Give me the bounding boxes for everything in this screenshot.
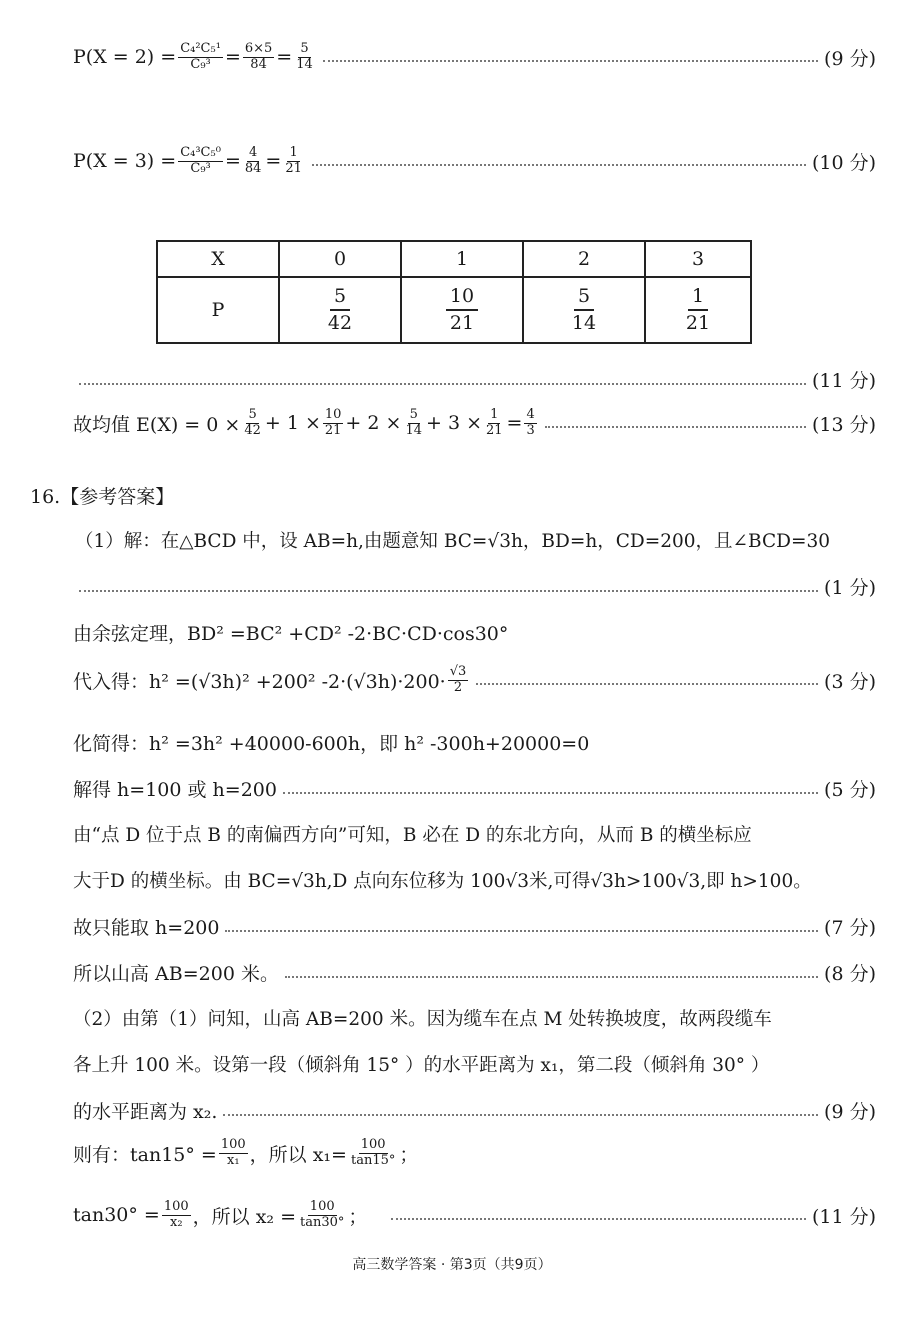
q16-text: 大于D 的横坐标。由 BC=√3h,D 点向东位移为 100√3米,可得√3h>100√3,即 h>100。 xyxy=(73,871,812,892)
q16-line-7 xyxy=(73,867,876,893)
q16-text: 由余弦定理，BD² =BC² +CD² -2·BC·CD·cos30° xyxy=(73,623,509,645)
mean-op: = xyxy=(506,412,523,435)
table-cell: 2 xyxy=(523,241,645,277)
q16-heading xyxy=(30,482,876,509)
prob-x2-frac-3: $\frac{5}{14}$ xyxy=(296,41,313,72)
score-label: (11 分) xyxy=(811,1205,876,1228)
table-cell: 0 xyxy=(279,241,401,277)
leader-dots xyxy=(323,60,818,62)
q16-line-5 xyxy=(73,775,876,802)
score-label: (13 分) xyxy=(811,413,876,436)
q16-line-1 xyxy=(75,527,876,553)
prob-x3-frac-1: $\frac{\text{C₄³C₅⁰}}{\text{C₉³}}$ xyxy=(180,145,221,176)
q16-line-6 xyxy=(73,821,876,847)
table-cell: 1 xyxy=(401,241,523,277)
q16-line-3 xyxy=(73,665,876,696)
score-label: (8 分) xyxy=(824,963,876,985)
table-cell: 3 xyxy=(645,241,751,277)
q16-text: ，所以 x₂ = xyxy=(192,1205,297,1228)
leader-dots xyxy=(283,792,818,794)
leader-dots xyxy=(476,683,818,685)
score-label: (3 分) xyxy=(824,670,876,693)
table-cell: X xyxy=(157,241,279,277)
q16-text: 所以山高 AB=200 米。 xyxy=(73,963,279,985)
mean-frac: $\frac{5}{42}$ xyxy=(244,407,261,438)
q16-text: 化简得：h² =3h² +40000-600h，即 h² -300h+20000=0 xyxy=(73,733,590,755)
q16-text: tan30° = xyxy=(73,1204,160,1227)
score-label: (5 分) xyxy=(824,779,876,801)
score-label: (11 分) xyxy=(811,370,876,392)
q16-text: （1）解：在△BCD 中，设 AB=h,由题意知 BC=√3h，BD=h，CD=200，且∠BCD=30 xyxy=(75,531,830,552)
score-label: (7 分) xyxy=(824,917,876,939)
q16-line-14 xyxy=(73,1200,876,1231)
prob-x2-frac-2: $\frac{6\times 5}{84}$ xyxy=(244,41,273,72)
leader-dots xyxy=(225,930,818,932)
prob-x2-frac-1: $\frac{\text{C₄²C₅¹}}{\text{C₉³}}$ xyxy=(180,41,221,72)
q16-text: （2）由第（1）问知，山高 AB=200 米。因为缆车在点 M 处转换坡度，故两段缆车 xyxy=(73,1009,772,1030)
q16-text: ； xyxy=(348,1205,368,1228)
q16-text: ，所以 x₁= xyxy=(249,1143,347,1166)
q16-frac: $\frac{100}{\text{x₁}}$ xyxy=(220,1137,246,1168)
prob-x3-frac-3: $\frac{1}{21}$ xyxy=(285,145,302,176)
leader-dots xyxy=(312,164,806,166)
leader-dots xyxy=(223,1114,818,1116)
q16-text: 各上升 100 米。设第一段（倾斜角 15° ）的水平距离为 x₁，第二段（倾斜角 30° ） xyxy=(73,1055,770,1076)
q16-line-9 xyxy=(73,959,876,986)
table-cell: $\frac{1}{21}$ xyxy=(645,277,751,343)
prob-x2-lhs: P(X = 2) = xyxy=(73,46,177,69)
table-cell: $\frac{5}{14}$ xyxy=(523,277,645,343)
score-label: (1 分) xyxy=(824,577,876,599)
table-row xyxy=(157,277,751,343)
q16-text: 代入得：h² =(√3h)² +200² -2·(√3h)·200· xyxy=(73,670,446,693)
score-label: (9 分) xyxy=(824,1101,876,1123)
mean-frac: $\frac{1}{21}$ xyxy=(486,407,503,438)
leader-dots xyxy=(285,976,818,978)
leader-dots xyxy=(391,1218,806,1220)
score-label: (9 分) xyxy=(824,47,876,70)
prob-x2-line: P(X = 2) = $\frac{\text{C₄²C₅¹}}{\text{C₉³}}$ = $\frac{6\times 5}{84}$ = $\frac{5}{14}$ (9 分) xyxy=(73,41,876,72)
distribution-table xyxy=(156,240,752,344)
mean-frac: $\frac{10}{21}$ xyxy=(324,407,342,438)
mean-text: 故均值 E(X) = 0 × xyxy=(73,413,241,436)
leader-dots xyxy=(545,426,806,428)
prob-x3-lhs: P(X = 3) = xyxy=(73,150,177,173)
q16-frac: $\frac{100}{\tan 30^\circ}$ xyxy=(300,1199,345,1230)
q16-line-13 xyxy=(73,1138,876,1169)
mean-frac: $\frac{5}{14}$ xyxy=(405,407,422,438)
q16-text: 的水平距离为 x₂. xyxy=(73,1101,218,1123)
prob-x3-frac-2: $\frac{4}{84}$ xyxy=(244,145,262,176)
q16-frac: $\frac{100}{\tan 15^\circ}$ xyxy=(350,1137,396,1168)
q16-text: 解得 h=100 或 h=200 xyxy=(73,779,277,801)
leader-dots xyxy=(79,383,806,385)
table-row xyxy=(157,241,751,277)
leader-dots xyxy=(79,590,818,592)
mean-op: + 1 × xyxy=(264,412,321,435)
score-label: (10 分) xyxy=(811,151,876,174)
table-cell: P xyxy=(157,277,279,343)
q16-score-1 xyxy=(73,573,876,600)
prob-x3-line: P(X = 3) = $\frac{\text{C₄³C₅⁰}}{\text{C₉³}}$ = $\frac{4}{84}$ = $\frac{1}{21}$ (10 分) xyxy=(73,145,876,176)
table-score-line xyxy=(73,366,876,393)
q16-text: 则有：tan15° = xyxy=(73,1143,217,1166)
q16-text: ； xyxy=(399,1143,419,1166)
q16-frac: $\frac{√3}{2}$ xyxy=(449,664,467,695)
q16-line-4 xyxy=(73,729,876,756)
q16-line-11 xyxy=(73,1051,876,1077)
mean-result-frac: $\frac{4}{3}$ xyxy=(526,407,535,438)
q16-heading-text: 16.【参考答案】 xyxy=(30,486,175,508)
mean-line xyxy=(73,408,876,439)
page-footer: 高三数学答案 · 第3页（共9页） xyxy=(352,1257,552,1273)
table-cell: $\frac{10}{21}$ xyxy=(401,277,523,343)
q16-line-8 xyxy=(73,913,876,940)
q16-line-10 xyxy=(73,1005,876,1031)
q16-text: 故只能取 h=200 xyxy=(73,917,220,939)
q16-line-2 xyxy=(73,619,876,646)
mean-op: + 3 × xyxy=(425,412,482,435)
table-cell: $\frac{5}{42}$ xyxy=(279,277,401,343)
q16-line-12 xyxy=(73,1097,876,1124)
q16-text: 由“点 D 位于点 B 的南偏西方向”可知，B 必在 D 的东北方向，从而 B 的横坐标应 xyxy=(73,825,752,846)
q16-frac: $\frac{100}{\text{x₂}}$ xyxy=(163,1199,189,1230)
mean-op: + 2 × xyxy=(345,412,402,435)
